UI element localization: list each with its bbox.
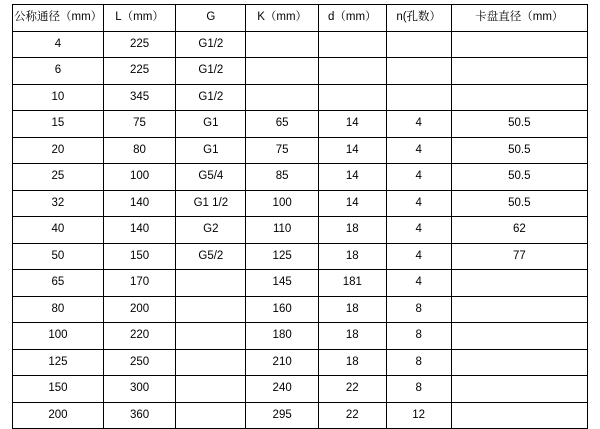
- table-row: [13, 31, 588, 58]
- cell-bolt-circle: 210: [246, 349, 318, 376]
- cell-chuck-diameter: 50.5: [451, 111, 587, 138]
- cell-thread: G1/2: [176, 84, 246, 111]
- column-header-length: L（mm）: [103, 5, 175, 32]
- cell-length: 225: [103, 31, 175, 58]
- cell-length: 300: [103, 376, 175, 403]
- cell-length: 345: [103, 84, 175, 111]
- cell-length: 150: [103, 243, 175, 270]
- cell-length: 360: [103, 402, 175, 429]
- cell-chuck-diameter: [451, 58, 587, 85]
- cell-nominal-diameter: 125: [13, 349, 104, 376]
- cell-length: 140: [103, 190, 175, 217]
- cell-hole-diameter: [318, 58, 386, 85]
- cell-hole-count: 12: [386, 402, 451, 429]
- cell-bolt-circle: 75: [246, 137, 318, 164]
- cell-bolt-circle: 180: [246, 323, 318, 350]
- table-row: [13, 323, 588, 350]
- cell-bolt-circle: 65: [246, 111, 318, 138]
- cell-nominal-diameter: 150: [13, 376, 104, 403]
- cell-thread: [176, 323, 246, 350]
- cell-hole-count: 8: [386, 349, 451, 376]
- table-row: [13, 137, 588, 164]
- cell-hole-count: 8: [386, 323, 451, 350]
- cell-chuck-diameter: [451, 296, 587, 323]
- cell-hole-count: 8: [386, 296, 451, 323]
- cell-chuck-diameter: [451, 31, 587, 58]
- cell-nominal-diameter: 200: [13, 402, 104, 429]
- table-row: [13, 164, 588, 191]
- cell-chuck-diameter: [451, 270, 587, 297]
- cell-length: 75: [103, 111, 175, 138]
- cell-thread: [176, 270, 246, 297]
- cell-nominal-diameter: 20: [13, 137, 104, 164]
- table-row: [13, 296, 588, 323]
- table-row: [13, 376, 588, 403]
- table-row: [13, 217, 588, 244]
- cell-bolt-circle: 160: [246, 296, 318, 323]
- cell-hole-diameter: 18: [318, 349, 386, 376]
- cell-thread: G1: [176, 137, 246, 164]
- cell-chuck-diameter: 50.5: [451, 137, 587, 164]
- cell-thread: [176, 349, 246, 376]
- cell-chuck-diameter: [451, 323, 587, 350]
- cell-thread: [176, 296, 246, 323]
- cell-nominal-diameter: 6: [13, 58, 104, 85]
- table-row: [13, 402, 588, 429]
- cell-nominal-diameter: 25: [13, 164, 104, 191]
- cell-bolt-circle: [246, 84, 318, 111]
- cell-hole-diameter: 181: [318, 270, 386, 297]
- table-body: [13, 31, 588, 429]
- cell-nominal-diameter: 100: [13, 323, 104, 350]
- column-header-bolt-circle: K（mm）: [246, 5, 318, 32]
- cell-bolt-circle: 85: [246, 164, 318, 191]
- cell-length: 100: [103, 164, 175, 191]
- table-header-row: [13, 5, 588, 32]
- cell-bolt-circle: [246, 31, 318, 58]
- table-row: [13, 349, 588, 376]
- cell-bolt-circle: 240: [246, 376, 318, 403]
- cell-length: 225: [103, 58, 175, 85]
- cell-hole-count: [386, 84, 451, 111]
- cell-hole-diameter: 22: [318, 402, 386, 429]
- table-row: [13, 243, 588, 270]
- cell-hole-count: 4: [386, 164, 451, 191]
- cell-length: 220: [103, 323, 175, 350]
- cell-hole-diameter: [318, 84, 386, 111]
- table-row: [13, 111, 588, 138]
- cell-hole-diameter: 14: [318, 164, 386, 191]
- cell-length: 140: [103, 217, 175, 244]
- cell-thread: G1 1/2: [176, 190, 246, 217]
- cell-hole-diameter: [318, 31, 386, 58]
- cell-length: 250: [103, 349, 175, 376]
- cell-hole-count: 4: [386, 137, 451, 164]
- table-row: [13, 84, 588, 111]
- cell-length: 80: [103, 137, 175, 164]
- cell-hole-count: 4: [386, 270, 451, 297]
- cell-thread: G2: [176, 217, 246, 244]
- cell-nominal-diameter: 50: [13, 243, 104, 270]
- cell-thread: [176, 402, 246, 429]
- cell-nominal-diameter: 15: [13, 111, 104, 138]
- cell-chuck-diameter: [451, 84, 587, 111]
- cell-length: 200: [103, 296, 175, 323]
- cell-hole-count: 8: [386, 376, 451, 403]
- cell-bolt-circle: [246, 58, 318, 85]
- cell-hole-diameter: 14: [318, 190, 386, 217]
- cell-nominal-diameter: 4: [13, 31, 104, 58]
- cell-thread: [176, 376, 246, 403]
- column-header-chuck-diameter: 卡盘直径（mm）: [451, 5, 587, 32]
- cell-chuck-diameter: [451, 376, 587, 403]
- column-header-thread: G: [176, 5, 246, 32]
- cell-thread: G1/2: [176, 31, 246, 58]
- cell-nominal-diameter: 80: [13, 296, 104, 323]
- cell-chuck-diameter: [451, 349, 587, 376]
- cell-hole-diameter: 18: [318, 243, 386, 270]
- cell-hole-count: 4: [386, 217, 451, 244]
- cell-chuck-diameter: 77: [451, 243, 587, 270]
- column-header-hole-count: n(孔数）: [386, 5, 451, 32]
- cell-hole-diameter: 14: [318, 137, 386, 164]
- flow-meter-dimension-table: [12, 4, 588, 429]
- cell-chuck-diameter: 50.5: [451, 190, 587, 217]
- cell-hole-count: 4: [386, 243, 451, 270]
- cell-length: 170: [103, 270, 175, 297]
- cell-chuck-diameter: 50.5: [451, 164, 587, 191]
- cell-hole-count: 4: [386, 190, 451, 217]
- cell-hole-diameter: 18: [318, 217, 386, 244]
- cell-chuck-diameter: [451, 402, 587, 429]
- table-row: [13, 270, 588, 297]
- cell-nominal-diameter: 32: [13, 190, 104, 217]
- table-row: [13, 190, 588, 217]
- cell-thread: G5/4: [176, 164, 246, 191]
- column-header-hole-diameter: d（mm）: [318, 5, 386, 32]
- column-header-nominal-diameter: 公称通径（mm）: [13, 5, 104, 32]
- table-header: [13, 5, 588, 32]
- cell-nominal-diameter: 10: [13, 84, 104, 111]
- cell-thread: G5/2: [176, 243, 246, 270]
- cell-bolt-circle: 110: [246, 217, 318, 244]
- cell-thread: G1/2: [176, 58, 246, 85]
- cell-hole-diameter: 22: [318, 376, 386, 403]
- cell-hole-count: [386, 31, 451, 58]
- cell-chuck-diameter: 62: [451, 217, 587, 244]
- cell-bolt-circle: 125: [246, 243, 318, 270]
- table-row: [13, 58, 588, 85]
- cell-hole-diameter: 18: [318, 323, 386, 350]
- cell-nominal-diameter: 40: [13, 217, 104, 244]
- cell-hole-diameter: 18: [318, 296, 386, 323]
- cell-bolt-circle: 145: [246, 270, 318, 297]
- cell-hole-diameter: 14: [318, 111, 386, 138]
- cell-bolt-circle: 295: [246, 402, 318, 429]
- cell-nominal-diameter: 65: [13, 270, 104, 297]
- cell-hole-count: 4: [386, 111, 451, 138]
- cell-hole-count: [386, 58, 451, 85]
- cell-thread: G1: [176, 111, 246, 138]
- cell-bolt-circle: 100: [246, 190, 318, 217]
